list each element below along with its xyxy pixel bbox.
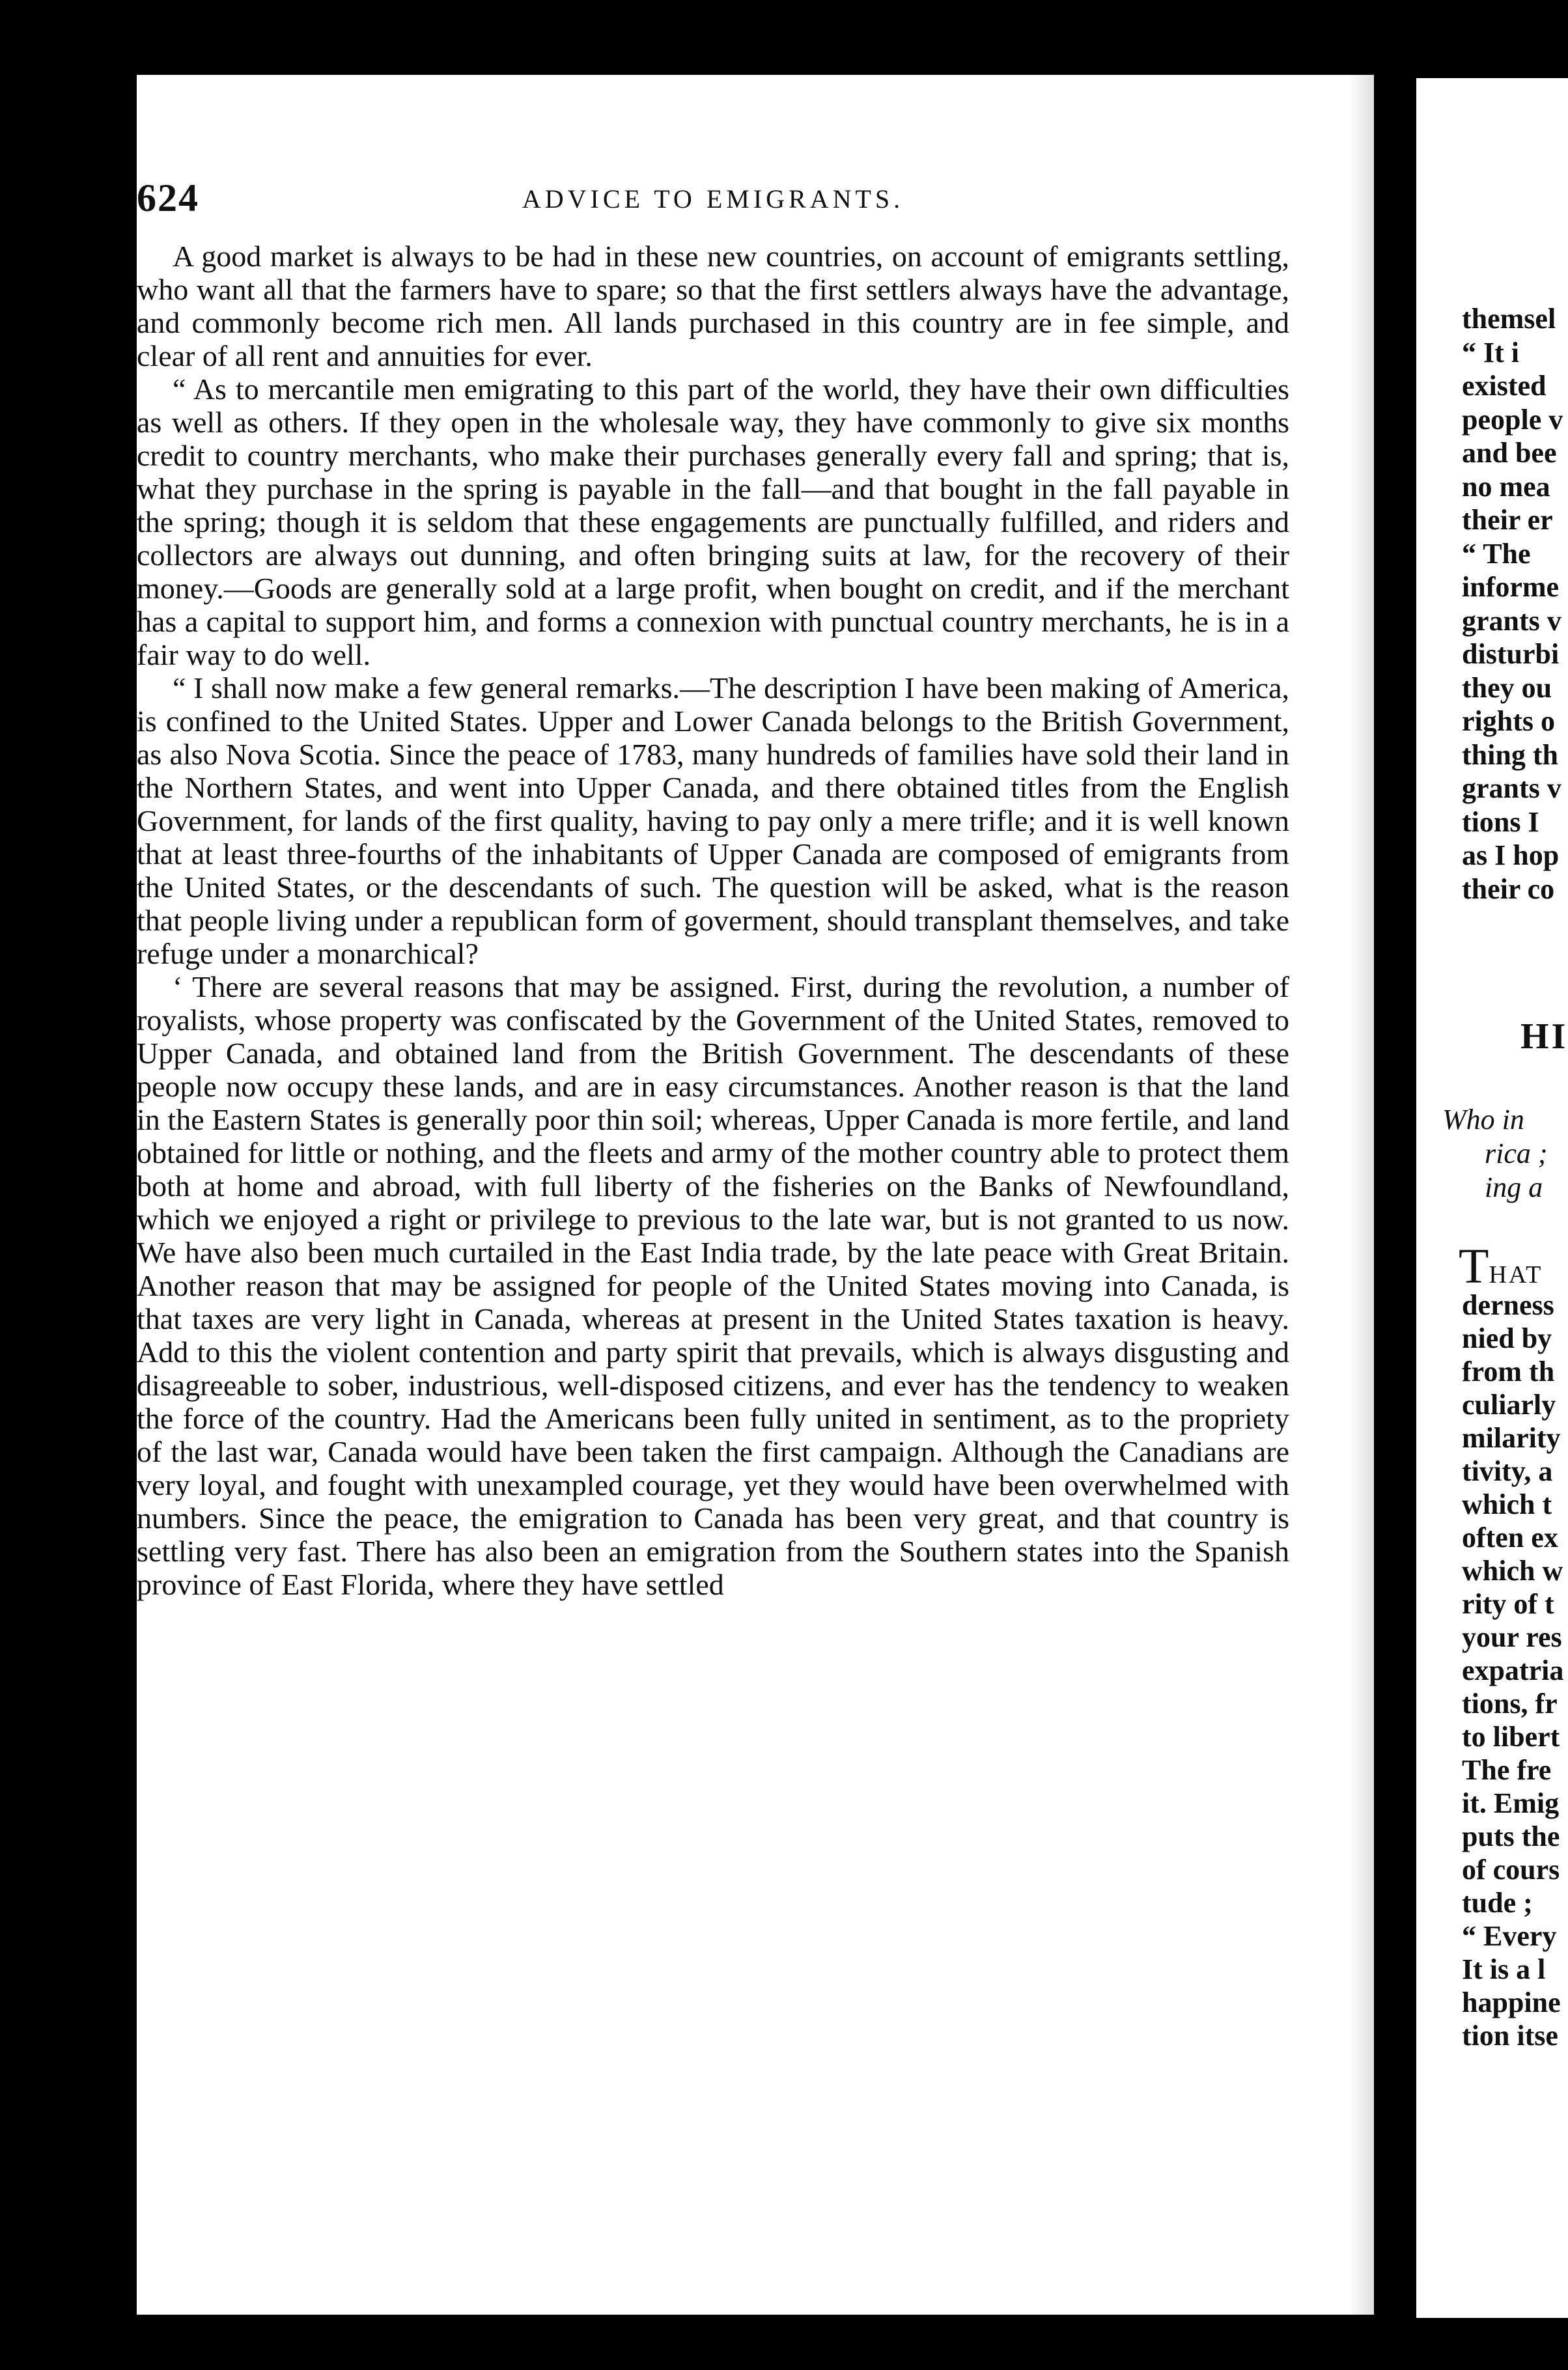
dropcap-letter: T <box>1459 1239 1489 1294</box>
spine-shadow <box>1348 75 1374 2315</box>
facing-line: their er <box>1462 504 1553 536</box>
facing-italic-line: rica ; <box>1485 1137 1548 1169</box>
facing-line: happine <box>1462 1987 1561 2018</box>
facing-line: their co <box>1462 872 1555 905</box>
facing-line: existed <box>1462 370 1547 402</box>
running-title: ADVICE TO EMIGRANTS. <box>522 184 904 214</box>
facing-line: informe <box>1462 571 1560 603</box>
facing-line: rity of t <box>1462 1588 1554 1620</box>
facing-line: tions I <box>1462 805 1539 838</box>
page-number: 624 <box>137 176 199 219</box>
dropcap-rest: HAT <box>1489 1261 1543 1289</box>
facing-line: expatria <box>1462 1654 1564 1686</box>
facing-line: to libert <box>1462 1721 1560 1753</box>
facing-line: puts the <box>1462 1820 1560 1852</box>
main-text-column <box>137 240 1289 1601</box>
facing-line: often ex <box>1462 1522 1558 1554</box>
facing-line: tion itse <box>1462 2020 1558 2052</box>
facing-line: which w <box>1462 1555 1563 1587</box>
facing-line: “ The <box>1462 537 1531 570</box>
facing-line: grants v <box>1462 772 1561 804</box>
facing-line: and bee <box>1462 437 1557 469</box>
facing-line: they ou <box>1462 671 1552 704</box>
paragraph-reasons: ‘ There are several reasons that may be assigned. First, during the revolution, a number of royalists, whose property was confiscated by the Government of the United States, removed to Upper Canada, and obtained land from the British Government. The descendants of these people now occupy these lands, and are in easy circumstances. Another reason is that the land in the Eastern States is generally poor thin soil; whereas, Upper Canada is more fertile, and land obtained for little or nothing, and the fleets and army of the mother country able to protect them both at home and abroad, with full liberty of the fisheries on the Banks of Newfoundland, which we enjoyed a right or privilege to previous to the late war, but is not granted to us now. We have also been much curtailed in the East India trade, by the late peace with Great Britain. Another reason that may be assigned for people of the United States moving into Canada, is that taxes are very light in Canada, whereas at present in the United States taxation is heavy. Add to this the violent contention and party spirit that prevails, which is always disgusting and disagreeable to sober, industrious, well-disposed citizens, and ever has the tendency to weaken the force of the country. Had the Americans been fully united in sentiment, as to the propriety of the last war, Canada would have been taken the first campaign. Although the Canadians are very loyal, and fought with unexampled courage, yet they would have been overwhelmed with numbers. Since the peace, the emigration to Canada has been very great, and that country is settling very fast. There has also been an emigration from the Southern states into the Spanish province of East Florida, where they have settled <box>137 970 1289 1601</box>
facing-heading: HI <box>1520 1016 1568 1057</box>
facing-line: The fre <box>1462 1754 1552 1786</box>
facing-line: tivity, a <box>1462 1455 1553 1487</box>
paragraph-mercantile: “ As to mercantile men emigrating to this part of the world, they have their own difficulties as well as others. If they open in the wholesale way, they have commonly to give six months credit to country merchants, who make their purchases generally every fall and spring; that is, what they purchase in the spring is payable in the fall—and that bought in the fall payable in the spring; though it is seldom that these engagements are punctually fulfilled, and riders and collectors are always out dunning, and often bringing suits at law, for the recovery of their money.—Goods are generally sold at a large profit, when bought on credit, and if the merchant has a capital to support him, and forms a connexion with punctual country merchants, he is in a fair way to do well. <box>137 372 1289 671</box>
facing-line: which t <box>1462 1488 1552 1520</box>
facing-line: derness <box>1462 1289 1554 1321</box>
facing-line: your res <box>1462 1621 1562 1653</box>
facing-line: “ Every <box>1462 1920 1557 1952</box>
facing-line: “ It i <box>1462 336 1519 369</box>
facing-line: of cours <box>1462 1854 1560 1886</box>
facing-line: culiarly <box>1462 1389 1556 1421</box>
facing-line: it. Emig <box>1462 1787 1560 1819</box>
paragraph-general-remarks: “ I shall now make a few general remarks.—The description I have been making of America, is confined to the United States. Upper and Lower Canada belongs to the British Government, as also Nova Scotia. Since the peace of 1783, many hundreds of families have sold their land in the Northern States, and went into Upper Canada, and there obtained titles from the English Government, for lands of the first quality, having to pay only a mere trifle; and it is well known that at least three-fourths of the inhabitants of Upper Canada are composed of emigrants from the United States, or the descendants of such. The question will be asked, what is the reason that people living under a republican form of goverment, should transplant themselves, and take refuge under a monarchical? <box>137 671 1289 970</box>
facing-line: nied by <box>1462 1322 1552 1354</box>
paragraph-market: A good market is always to be had in these new countries, on account of emigrants settling, who want all that the farmers have to spare; so that the first settlers always have the advantage, and commonly become rich men. All lands purchased in this country are in fee simple, and clear of all rent and annuities for ever. <box>137 240 1289 372</box>
facing-line: themsel <box>1462 303 1556 335</box>
facing-line: thing th <box>1462 738 1558 771</box>
facing-line: milarity <box>1462 1422 1561 1454</box>
facing-line: no mea <box>1462 470 1550 503</box>
book-page-right-fragment <box>1416 78 1568 2318</box>
facing-line: rights o <box>1462 705 1555 737</box>
facing-line: grants v <box>1462 604 1561 637</box>
running-head <box>137 176 1289 221</box>
facing-line: from th <box>1462 1356 1555 1387</box>
facing-line: as I hop <box>1462 839 1560 871</box>
facing-line: tions, fr <box>1462 1688 1558 1720</box>
facing-line: It is a l <box>1462 1953 1546 1985</box>
book-gutter <box>1374 0 1416 2370</box>
facing-line: tude ; <box>1462 1887 1533 1919</box>
facing-line: people v <box>1462 403 1563 436</box>
facing-italic-line: ing a <box>1485 1171 1543 1203</box>
facing-line: disturbi <box>1462 638 1560 670</box>
facing-italic-line: Who in <box>1442 1104 1524 1136</box>
